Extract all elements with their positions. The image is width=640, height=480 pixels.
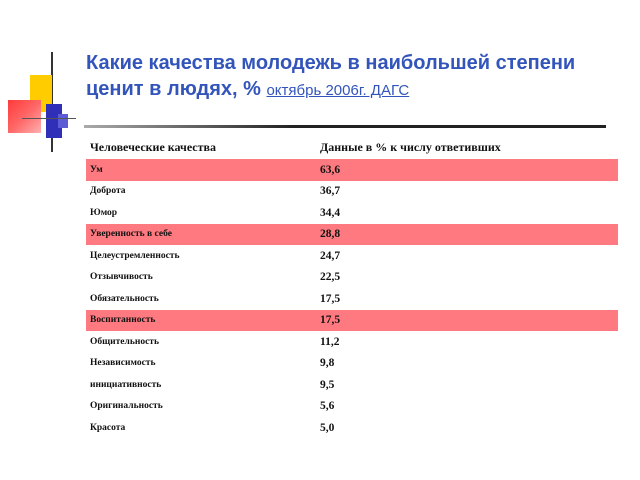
- percent-cell: 5,6: [320, 400, 335, 413]
- table-header-row: [86, 136, 618, 159]
- quality-cell: Отзывчивость: [90, 272, 153, 283]
- title-underline: [84, 125, 606, 128]
- quality-cell: Обязательность: [90, 293, 159, 304]
- qualities-table: [86, 136, 618, 439]
- table-row: [86, 353, 618, 375]
- quality-cell: Оригинальность: [90, 401, 163, 412]
- table-row: [86, 181, 618, 203]
- quality-cell: Красота: [90, 422, 126, 433]
- percent-cell: 5,0: [320, 421, 335, 434]
- percent-cell: 9,8: [320, 357, 335, 370]
- percent-cell: 63,6: [316, 159, 618, 181]
- slide-title: [86, 50, 626, 104]
- table-row: [86, 310, 618, 332]
- table-row: [86, 396, 618, 418]
- percent-cell: 24,7: [320, 249, 341, 262]
- percent-cell: 28,8: [316, 224, 618, 246]
- decor-short-line: [22, 118, 76, 119]
- title-source: октябрь 2006г. ДАГС: [266, 82, 410, 99]
- table-row: [86, 417, 618, 439]
- percent-cell: 9,5: [320, 378, 335, 391]
- table-row: [86, 224, 618, 246]
- quality-cell: инициативность: [90, 379, 162, 390]
- decor-red-square: [8, 100, 41, 133]
- quality-cell: Доброта: [90, 186, 126, 197]
- quality-cell: Общительность: [90, 336, 160, 347]
- table-row: [86, 331, 618, 353]
- table-row: [86, 288, 618, 310]
- table-row: [86, 159, 618, 181]
- quality-cell: Независимость: [90, 358, 156, 369]
- table-row: [86, 267, 618, 289]
- percent-cell: 22,5: [320, 271, 341, 284]
- percent-cell: 36,7: [320, 185, 341, 198]
- title-main: Какие качества молодежь в наибольшей степени ценит в людях, %: [86, 52, 576, 100]
- table-row: [86, 245, 618, 267]
- quality-cell: Уверенность в себе: [86, 224, 316, 246]
- percent-cell: 34,4: [320, 206, 341, 219]
- percent-cell: 17,5: [320, 292, 341, 305]
- table-body: [86, 159, 618, 439]
- header-quality: Человеческие качества: [90, 139, 216, 154]
- quality-cell: Целеустремленность: [90, 250, 180, 261]
- quality-cell: Юмор: [90, 207, 118, 218]
- quality-cell: Воспитанность: [86, 310, 316, 332]
- table-row: [86, 202, 618, 224]
- percent-cell: 11,2: [320, 335, 340, 348]
- header-percent: Данные в % к числу ответивших: [320, 139, 501, 154]
- decor-blue-small-square: [58, 114, 68, 128]
- percent-cell: 17,5: [316, 310, 618, 332]
- quality-cell: Ум: [86, 159, 316, 181]
- table-row: [86, 374, 618, 396]
